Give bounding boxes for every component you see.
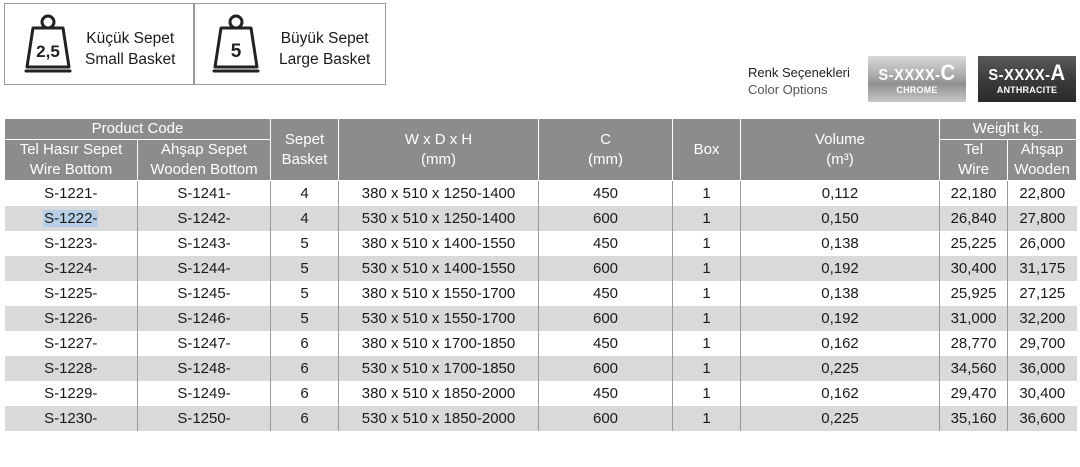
header-wire-en: Wire Bottom bbox=[29, 161, 113, 178]
basket-cell[interactable] bbox=[271, 406, 339, 431]
c-cell[interactable] bbox=[539, 181, 673, 207]
c-cell[interactable] bbox=[539, 206, 673, 231]
cell-text: 27,800 bbox=[1019, 210, 1066, 227]
table-row bbox=[5, 181, 1077, 207]
chrome-swatch bbox=[868, 56, 966, 102]
wood-code-cell[interactable] bbox=[138, 356, 271, 381]
cell-text: 31,000 bbox=[950, 310, 997, 327]
color-options-en: Color Options bbox=[748, 82, 828, 97]
table-row bbox=[5, 331, 1077, 356]
weight-wood-cell[interactable] bbox=[1008, 231, 1077, 256]
box-cell[interactable] bbox=[673, 231, 741, 256]
cell-text: 25,925 bbox=[950, 285, 997, 302]
header-wooden-bottom bbox=[138, 140, 271, 181]
box-cell[interactable] bbox=[673, 306, 741, 331]
cell-text: 0,225 bbox=[821, 410, 859, 427]
cell-text: 0,138 bbox=[821, 285, 859, 302]
cell-text: 530 x 510 x 1250-1400 bbox=[361, 210, 516, 227]
wood-code-cell[interactable] bbox=[138, 406, 271, 431]
cell-text: 29,470 bbox=[950, 385, 997, 402]
legend-large-label bbox=[279, 28, 370, 70]
volume-cell[interactable] bbox=[741, 181, 940, 207]
weight-wood-cell[interactable] bbox=[1008, 406, 1077, 431]
cell-text: 22,800 bbox=[1019, 185, 1066, 202]
wire-code-cell[interactable] bbox=[5, 281, 138, 306]
cell-text: 1 bbox=[702, 310, 711, 327]
header-wood-tr: Ahşap Sepet bbox=[161, 141, 247, 158]
dimensions-cell[interactable] bbox=[339, 206, 539, 231]
table-row bbox=[5, 281, 1077, 306]
wire-code-cell[interactable] bbox=[5, 381, 138, 406]
basket-cell[interactable] bbox=[271, 206, 339, 231]
volume-cell[interactable] bbox=[741, 331, 940, 356]
wood-code-cell[interactable] bbox=[138, 281, 271, 306]
legend-large-tr: Büyük Sepet bbox=[280, 30, 369, 47]
volume-cell[interactable] bbox=[741, 306, 940, 331]
cell-text: 6 bbox=[300, 410, 309, 427]
cell-text: 32,200 bbox=[1019, 310, 1066, 327]
weight-wire-cell[interactable] bbox=[940, 231, 1008, 256]
volume-cell[interactable] bbox=[741, 381, 940, 406]
cell-text: 1 bbox=[702, 410, 711, 427]
header-wire-bottom bbox=[5, 140, 138, 181]
cell-text: 26,840 bbox=[950, 210, 997, 227]
weight-wood-cell[interactable] bbox=[1008, 381, 1077, 406]
basket-cell[interactable] bbox=[271, 356, 339, 381]
table-row bbox=[5, 306, 1077, 331]
c-cell[interactable] bbox=[539, 281, 673, 306]
cell-text: 600 bbox=[593, 410, 619, 427]
basket-cell[interactable] bbox=[271, 281, 339, 306]
cell-text: 0,150 bbox=[821, 210, 859, 227]
cell-text: 1 bbox=[702, 185, 711, 202]
cell-text: 1 bbox=[702, 285, 711, 302]
c-cell[interactable] bbox=[539, 356, 673, 381]
table-row bbox=[5, 256, 1077, 281]
cell-text: 380 x 510 x 1550-1700 bbox=[361, 285, 516, 302]
table-row bbox=[5, 206, 1077, 231]
wire-code-cell[interactable] bbox=[5, 356, 138, 381]
cell-text: 6 bbox=[300, 335, 309, 352]
cell-text: 28,770 bbox=[950, 335, 997, 352]
table-row bbox=[5, 406, 1077, 431]
wire-code-cell[interactable] bbox=[5, 231, 138, 256]
table-row bbox=[5, 381, 1077, 406]
cell-text: S-1243- bbox=[177, 235, 231, 252]
color-options-label bbox=[748, 64, 850, 98]
cell-text: 380 x 510 x 1250-1400 bbox=[361, 185, 516, 202]
header-weight-wood-tr: Ahşap bbox=[1020, 141, 1064, 158]
header-volume-label: Volume bbox=[814, 130, 866, 148]
cell-text: 6 bbox=[300, 385, 309, 402]
header-c-label: C bbox=[600, 130, 611, 148]
cell-text: 450 bbox=[593, 235, 619, 252]
cell-text: S-1250- bbox=[177, 410, 231, 427]
volume-cell[interactable] bbox=[741, 406, 940, 431]
legend-small-label bbox=[85, 28, 175, 70]
cell-text: 450 bbox=[593, 335, 619, 352]
weight-wood-cell[interactable] bbox=[1008, 306, 1077, 331]
legend-large-en: Large Basket bbox=[279, 51, 371, 68]
cell-text: 1 bbox=[702, 360, 711, 377]
header-weight-wood bbox=[1008, 140, 1077, 181]
cell-text: 530 x 510 x 1700-1850 bbox=[361, 360, 516, 377]
cell-text: S-1248- bbox=[177, 360, 231, 377]
wood-code-cell[interactable] bbox=[138, 206, 271, 231]
cell-text: S-1242- bbox=[177, 210, 231, 227]
dimensions-cell[interactable] bbox=[339, 281, 539, 306]
cell-text: 600 bbox=[593, 360, 619, 377]
c-cell[interactable] bbox=[539, 306, 673, 331]
cell-text: 0,162 bbox=[821, 385, 859, 402]
cell-text: S-1244- bbox=[177, 260, 231, 277]
basket-cell[interactable] bbox=[271, 381, 339, 406]
header-dimensions bbox=[339, 119, 539, 181]
weight-wood-cell[interactable] bbox=[1008, 181, 1077, 207]
chrome-code-suffix: C bbox=[940, 60, 956, 85]
cell-text: 380 x 510 x 1850-2000 bbox=[361, 385, 516, 402]
cell-text: S-1245- bbox=[177, 285, 231, 302]
basket-cell[interactable] bbox=[271, 181, 339, 207]
box-cell[interactable] bbox=[673, 256, 741, 281]
cell-text: S-1229- bbox=[44, 385, 98, 402]
cell-text: 0,192 bbox=[821, 310, 859, 327]
box-cell[interactable] bbox=[673, 331, 741, 356]
volume-cell[interactable] bbox=[741, 256, 940, 281]
weight-wire-cell[interactable] bbox=[940, 406, 1008, 431]
cell-text: 380 x 510 x 1700-1850 bbox=[361, 335, 516, 352]
cell-text: 530 x 510 x 1550-1700 bbox=[361, 310, 516, 327]
header-weight-wire-tr: Tel bbox=[963, 141, 984, 158]
cell-text: 5 bbox=[300, 260, 309, 277]
anthracite-code-suffix: A bbox=[1050, 60, 1066, 85]
basket-cell[interactable] bbox=[271, 306, 339, 331]
cell-text: S-1225- bbox=[44, 285, 98, 302]
wood-code-cell[interactable] bbox=[138, 181, 271, 207]
weight-wood-cell[interactable] bbox=[1008, 256, 1077, 281]
weight-icon-value: 2,5 bbox=[36, 42, 60, 61]
volume-cell[interactable] bbox=[741, 231, 940, 256]
cell-text: 30,400 bbox=[950, 260, 997, 277]
wood-code-cell[interactable] bbox=[138, 306, 271, 331]
color-options-tr: Renk Seçenekleri bbox=[748, 65, 850, 80]
cell-text: 1 bbox=[702, 260, 711, 277]
cell-text: 1 bbox=[702, 235, 711, 252]
weight-wire-cell[interactable] bbox=[940, 356, 1008, 381]
weight-wood-cell[interactable] bbox=[1008, 206, 1077, 231]
cell-text: S-1221- bbox=[44, 185, 98, 202]
table-row bbox=[5, 356, 1077, 381]
weight-wood-cell[interactable] bbox=[1008, 356, 1077, 381]
volume-cell[interactable] bbox=[741, 356, 940, 381]
basket-cell[interactable] bbox=[271, 256, 339, 281]
dimensions-cell[interactable] bbox=[339, 381, 539, 406]
cell-text: 5 bbox=[300, 285, 309, 302]
cell-text: 36,600 bbox=[1019, 410, 1066, 427]
cell-text: 27,125 bbox=[1019, 285, 1066, 302]
header-basket-tr: Sepet bbox=[284, 130, 325, 148]
table-body bbox=[5, 181, 1077, 432]
cell-text: S-1249- bbox=[177, 385, 231, 402]
legend-small-basket bbox=[4, 3, 194, 85]
box-cell[interactable] bbox=[673, 381, 741, 406]
cell-text: 5 bbox=[300, 310, 309, 327]
anthracite-swatch bbox=[978, 56, 1076, 102]
cell-text: 530 x 510 x 1850-2000 bbox=[361, 410, 516, 427]
header-box: Box bbox=[673, 119, 741, 181]
wire-code-cell[interactable] bbox=[5, 256, 138, 281]
cell-text: 4 bbox=[300, 210, 309, 227]
basket-cell[interactable] bbox=[271, 331, 339, 356]
cell-text: 36,000 bbox=[1019, 360, 1066, 377]
chrome-name: CHROME bbox=[896, 85, 938, 95]
cell-text: 34,560 bbox=[950, 360, 997, 377]
weight-wire-cell[interactable] bbox=[940, 206, 1008, 231]
cell-text: 600 bbox=[593, 260, 619, 277]
cell-text: S-1226- bbox=[44, 310, 98, 327]
wood-code-cell[interactable] bbox=[138, 381, 271, 406]
weight-wire-cell[interactable] bbox=[940, 306, 1008, 331]
dimensions-cell[interactable] bbox=[339, 256, 539, 281]
c-cell[interactable] bbox=[539, 331, 673, 356]
cell-text: 380 x 510 x 1400-1550 bbox=[361, 235, 516, 252]
cell-text: 29,700 bbox=[1019, 335, 1066, 352]
weight-wire-cell[interactable] bbox=[940, 181, 1008, 207]
table-row bbox=[5, 231, 1077, 256]
product-spec-table bbox=[4, 118, 1077, 431]
cell-text: S-1224- bbox=[44, 260, 98, 277]
cell-text: S-1247- bbox=[177, 335, 231, 352]
basket-cell[interactable] bbox=[271, 231, 339, 256]
wire-code-cell[interactable] bbox=[5, 406, 138, 431]
header-wood-en: Wooden Bottom bbox=[150, 161, 258, 178]
header-dims: W x D x H bbox=[404, 130, 473, 148]
cell-text: 25,225 bbox=[950, 235, 997, 252]
box-cell[interactable] bbox=[673, 356, 741, 381]
weight-wire-cell[interactable] bbox=[940, 281, 1008, 306]
cell-text: 26,000 bbox=[1019, 235, 1066, 252]
header-weight-wire bbox=[940, 140, 1008, 181]
legend-small-en: Small Basket bbox=[85, 51, 176, 68]
cell-text: 0,138 bbox=[821, 235, 859, 252]
cell-text: 530 x 510 x 1400-1550 bbox=[361, 260, 516, 277]
cell-text: 600 bbox=[593, 210, 619, 227]
header-wire-tr: Tel Hasır Sepet bbox=[19, 141, 123, 158]
legend-small-tr: Küçük Sepet bbox=[86, 30, 175, 47]
header-dims-unit: (mm) bbox=[421, 150, 456, 168]
cell-text: 0,225 bbox=[821, 360, 859, 377]
cell-text: 1 bbox=[702, 385, 711, 402]
dimensions-cell[interactable] bbox=[339, 406, 539, 431]
cell-text: 450 bbox=[593, 285, 619, 302]
header-weight: Weight kg. bbox=[940, 119, 1077, 140]
cell-text: 30,400 bbox=[1019, 385, 1066, 402]
c-cell[interactable] bbox=[539, 256, 673, 281]
anthracite-code-prefix: S-XXXX- bbox=[988, 67, 1051, 84]
cell-text: 4 bbox=[300, 185, 309, 202]
cell-text: S-1223- bbox=[44, 235, 98, 252]
box-cell[interactable] bbox=[673, 406, 741, 431]
wood-code-cell[interactable] bbox=[138, 331, 271, 356]
cell-text: S-1246- bbox=[177, 310, 231, 327]
cell-text: 5 bbox=[300, 235, 309, 252]
wood-code-cell[interactable] bbox=[138, 256, 271, 281]
weight-wire-cell[interactable] bbox=[940, 256, 1008, 281]
cell-text: 31,175 bbox=[1019, 260, 1066, 277]
dimensions-cell[interactable] bbox=[339, 181, 539, 207]
cell-text: S-1228- bbox=[44, 360, 98, 377]
volume-cell[interactable] bbox=[741, 206, 940, 231]
cell-text: S-1227- bbox=[44, 335, 98, 352]
dimensions-cell[interactable] bbox=[339, 356, 539, 381]
c-cell[interactable] bbox=[539, 406, 673, 431]
legend-large-basket bbox=[194, 3, 386, 85]
cell-text: 450 bbox=[593, 185, 619, 202]
wire-code-cell[interactable] bbox=[5, 181, 138, 207]
weight-wire-cell[interactable] bbox=[940, 381, 1008, 406]
header-basket-en: Basket bbox=[281, 150, 328, 168]
dimensions-cell[interactable] bbox=[339, 331, 539, 356]
cell-text: 0,192 bbox=[821, 260, 859, 277]
cell-text: 22,180 bbox=[950, 185, 997, 202]
header-weight-wood-en: Wooden bbox=[1014, 161, 1070, 178]
cell-text: 1 bbox=[702, 335, 711, 352]
box-cell[interactable] bbox=[673, 281, 741, 306]
chrome-code-prefix: S-XXXX- bbox=[878, 67, 941, 84]
header-product-code: Product Code bbox=[5, 119, 271, 140]
header-volume bbox=[741, 119, 940, 181]
cell-text: S-1241- bbox=[177, 185, 231, 202]
box-cell[interactable] bbox=[673, 181, 741, 207]
dimensions-cell[interactable] bbox=[339, 231, 539, 256]
anthracite-name: ANTHRACITE bbox=[996, 85, 1058, 95]
cell-text: S-1230- bbox=[44, 410, 98, 427]
volume-cell[interactable] bbox=[741, 281, 940, 306]
cell-text: 0,162 bbox=[821, 335, 859, 352]
c-cell[interactable] bbox=[539, 381, 673, 406]
weight-icon-value: 5 bbox=[230, 41, 242, 62]
cell-text: 600 bbox=[593, 310, 619, 327]
wood-code-cell[interactable] bbox=[138, 231, 271, 256]
cell-text: 6 bbox=[300, 360, 309, 377]
cell-text: 450 bbox=[593, 385, 619, 402]
cell-text: 35,160 bbox=[950, 410, 997, 427]
weight-icon bbox=[23, 13, 73, 79]
header-weight-wire-en: Wire bbox=[958, 161, 989, 178]
cell-text: 0,112 bbox=[821, 185, 859, 202]
weight-wire-cell[interactable] bbox=[940, 331, 1008, 356]
weight-wood-cell[interactable] bbox=[1008, 331, 1077, 356]
wire-code-cell[interactable] bbox=[5, 331, 138, 356]
header-volume-unit: (m³) bbox=[826, 150, 854, 168]
box-cell[interactable] bbox=[673, 206, 741, 231]
dimensions-cell[interactable] bbox=[339, 306, 539, 331]
wire-code-cell[interactable] bbox=[5, 306, 138, 331]
header-c bbox=[539, 119, 673, 181]
weight-wood-cell[interactable] bbox=[1008, 281, 1077, 306]
header-c-unit: (mm) bbox=[588, 150, 623, 168]
wire-code-cell[interactable] bbox=[5, 206, 138, 231]
header-basket bbox=[271, 119, 339, 181]
c-cell[interactable] bbox=[539, 231, 673, 256]
cell-text: 1 bbox=[702, 210, 711, 227]
weight-icon bbox=[211, 13, 261, 79]
cell-text: S-1222- bbox=[44, 210, 98, 227]
